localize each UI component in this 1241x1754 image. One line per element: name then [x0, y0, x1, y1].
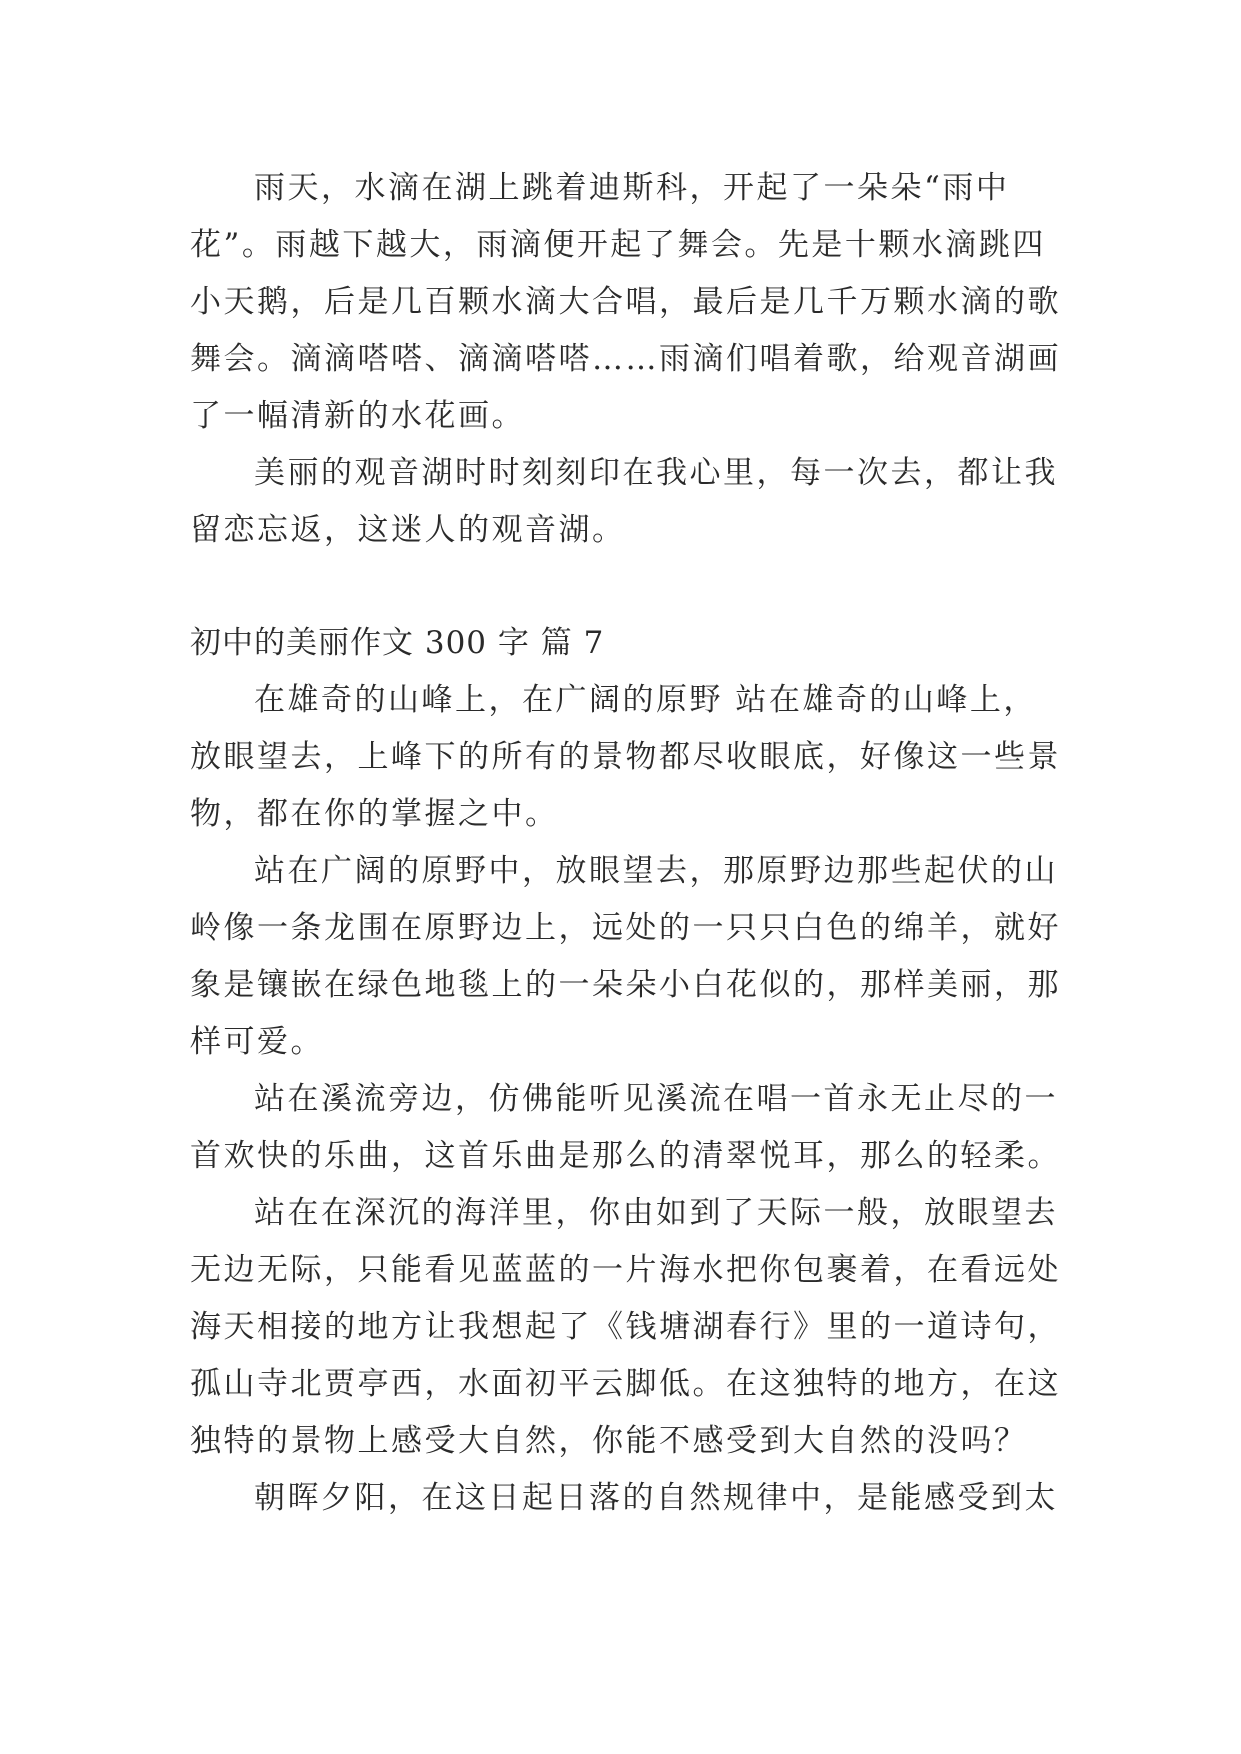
paragraph-line: 象是镶嵌在绿色地毯上的一朵朵小白花似的，那样美丽，那: [190, 967, 1061, 1003]
paragraph-line: 雨天，水滴在湖上跳着迪斯科，开起了一朵朵“雨中: [254, 170, 1010, 206]
paragraph-line: 物，都在你的掌握之中。: [190, 796, 559, 832]
paragraph-line: 朝晖夕阳，在这日起日落的自然规律中，是能感受到太: [254, 1480, 1058, 1516]
paragraph-line: 无边无际，只能看见蓝蓝的一片海水把你包裹着，在看远处: [190, 1252, 1061, 1288]
paragraph-line: 花”。雨越下越大，雨滴便开起了舞会。先是十颗水滴跳四: [190, 227, 1046, 263]
paragraph-line: 美丽的观音湖时时刻刻印在我心里，每一次去，都让我: [254, 455, 1058, 491]
paragraph-line: 在雄奇的山峰上，在广阔的原野 站在雄奇的山峰上，: [254, 682, 1037, 718]
paragraph-line: 独特的景物上感受大自然，你能不感受到大自然的没吗？: [190, 1423, 1028, 1459]
paragraph-line: 海天相接的地方让我想起了《钱塘湖春行》里的一道诗句，: [190, 1309, 1061, 1345]
paragraph-line: 岭像一条龙围在原野边上，远处的一只只白色的绵羊，就好: [190, 910, 1061, 946]
paragraph-line: 样可爱。: [190, 1024, 324, 1060]
paragraph-line: 留恋忘返，这迷人的观音湖。: [190, 512, 626, 548]
section-heading: 初中的美丽作文 300 字 篇 7: [190, 625, 605, 661]
paragraph-line: 舞会。滴滴嗒嗒、滴滴嗒嗒……雨滴们唱着歌，给观音湖画: [190, 341, 1061, 377]
paragraph-line: 站在广阔的原野中，放眼望去，那原野边那些起伏的山: [254, 853, 1058, 889]
paragraph-line: 站在溪流旁边，仿佛能听见溪流在唱一首永无止尽的一: [254, 1081, 1058, 1117]
paragraph-line: 孤山寺北贾亭西，水面初平云脚低。在这独特的地方，在这: [190, 1366, 1061, 1402]
paragraph-line: 首欢快的乐曲，这首乐曲是那么的清翠悦耳，那么的轻柔。: [190, 1138, 1061, 1174]
paragraph-line: 了一幅清新的水花画。: [190, 398, 525, 434]
paragraph-line: 放眼望去，上峰下的所有的景物都尽收眼底，好像这一些景: [190, 739, 1061, 775]
paragraph-line: 站在在深沉的海洋里，你由如到了天际一般，放眼望去: [254, 1195, 1058, 1231]
paragraph-line: 小天鹅，后是几百颗水滴大合唱，最后是几千万颗水滴的歌: [190, 284, 1061, 320]
